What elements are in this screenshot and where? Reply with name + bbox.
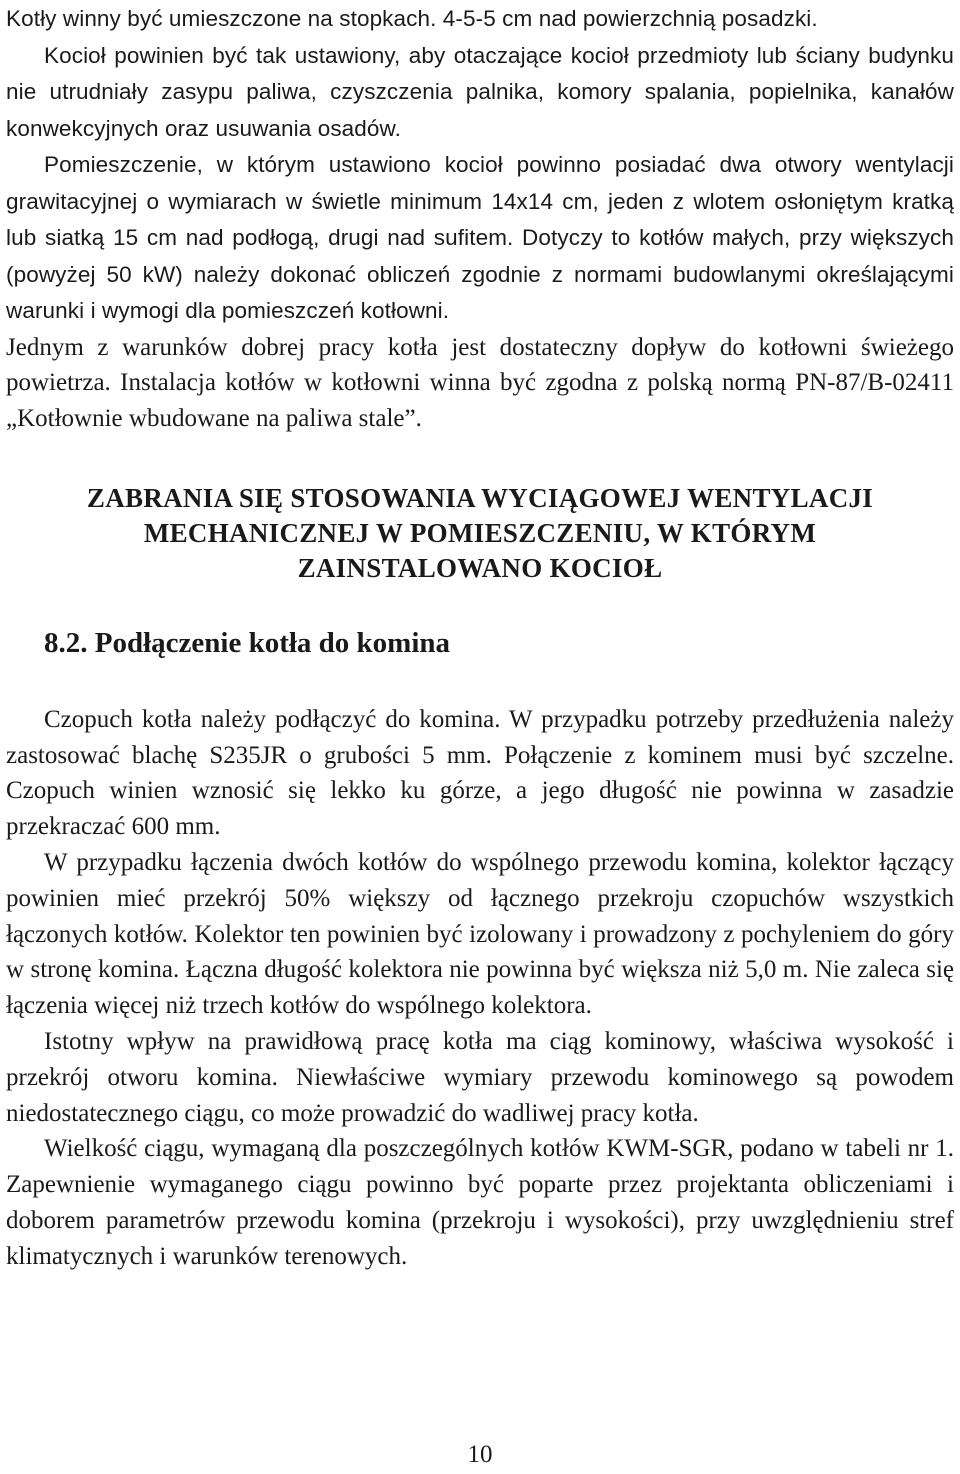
paragraph-draught-value: Wielkość ciągu, wymaganą dla poszczególnych kotłów KWM-SGR, podano w tabeli nr 1. Zapewnienie wymaganego ciągu powinno być poparte przez projektanta obliczeniami i doborem parametrów przewodu komina (przekroju i wysokości), przy uwzględnieniu stref klimatycznych i warunków terenowych. bbox=[6, 1135, 954, 1270]
ventilation-warning: ZABRANIA SIĘ STOSOWANIA WYCIĄGOWEJ WENTYLACJI MECHANICZNEJ W POMIESZCZENIU, W KTÓRYM ZAINSTALOWANO KOCIOŁ bbox=[86, 482, 874, 583]
paragraph-chimney-draught: Istotny wpływ na prawidłową pracę kotła ma ciąg kominowy, właściwa wysokość i przekrój otworu komina. Niewłaściwe wymiary przewodu kominowego są powodem niedostatecznego ciągu, co może prowadzić do wadliwej pracy kotła. bbox=[6, 1028, 954, 1127]
paragraph-fresh-air: Jednym z warunków dobrej pracy kotła jest dostateczny dopływ do kotłowni świeżego powietrza. Instalacja kotłów w kotłowni winna być zgodna z polską normą PN-87/B-02411 „Kotłownie wbudowane na paliwa stale”. bbox=[6, 333, 954, 433]
document-page bbox=[6, 0, 954, 1275]
paragraph-two-boilers: W przypadku łączenia dwóch kotłów do wspólnego przewodu komina, kolektor łączący powinien mieć przekrój 50% większy od łącznego przekroju czopuchów wszystkich łączonych kotłów. Kolektor ten powinien być izolowany i prowadzony z pochyleniem do góry w stronę komina. Łączna długość kolektora nie powinna być większa niż 5,0 m. Nie zaleca się łączenia więcej niż trzech kotłów do wspólnego kolektora. bbox=[6, 849, 954, 1020]
section-title-chimney-connection: 8.2. Podłączenie kotła do komina bbox=[44, 626, 451, 659]
page-number: 10 bbox=[467, 1441, 493, 1468]
paragraph-boiler-placement: Kocioł powinien być tak ustawiony, aby otaczające kocioł przedmioty lub ściany budynku nie utrudniały zasypu paliwa, czyszczenia palnika, komory spalania, popielnika, kanałów konwekcyjnych oraz usuwania osadów. bbox=[6, 42, 954, 141]
paragraph-flue-connection: Czopuch kotła należy podłączyć do komina. W przypadku potrzeby przedłużenia należy zastosować blachę S235JR o grubości 5 mm. Połączenie z kominem musi być szczelne. Czopuch winien wznosić się lekko ku górze, a jego długość nie powinna w zasadzie przekraczać 600 mm. bbox=[6, 705, 954, 841]
paragraph-boiler-feet: Kotły winny być umieszczone na stopkach. 4-5-5 cm nad powierzchnią posadzki. bbox=[6, 6, 818, 31]
paragraph-ventilation: Pomieszczenie, w którym ustawiono kocioł powinno posiadać dwa otwory wentylacji grawitacyjnej o wymiarach w świetle minimum 14x14 cm, jeden z wlotem osłoniętym kratką lub siatką 15 cm nad podłogą, drugi nad sufitem. Dotyczy to kotłów małych, przy większych (powyżej 50 kW) należy dokonać obliczeń zgodnie z normami budowlanymi określającymi warunki i wymogi dla pomieszczeń kotłowni. bbox=[6, 152, 954, 323]
